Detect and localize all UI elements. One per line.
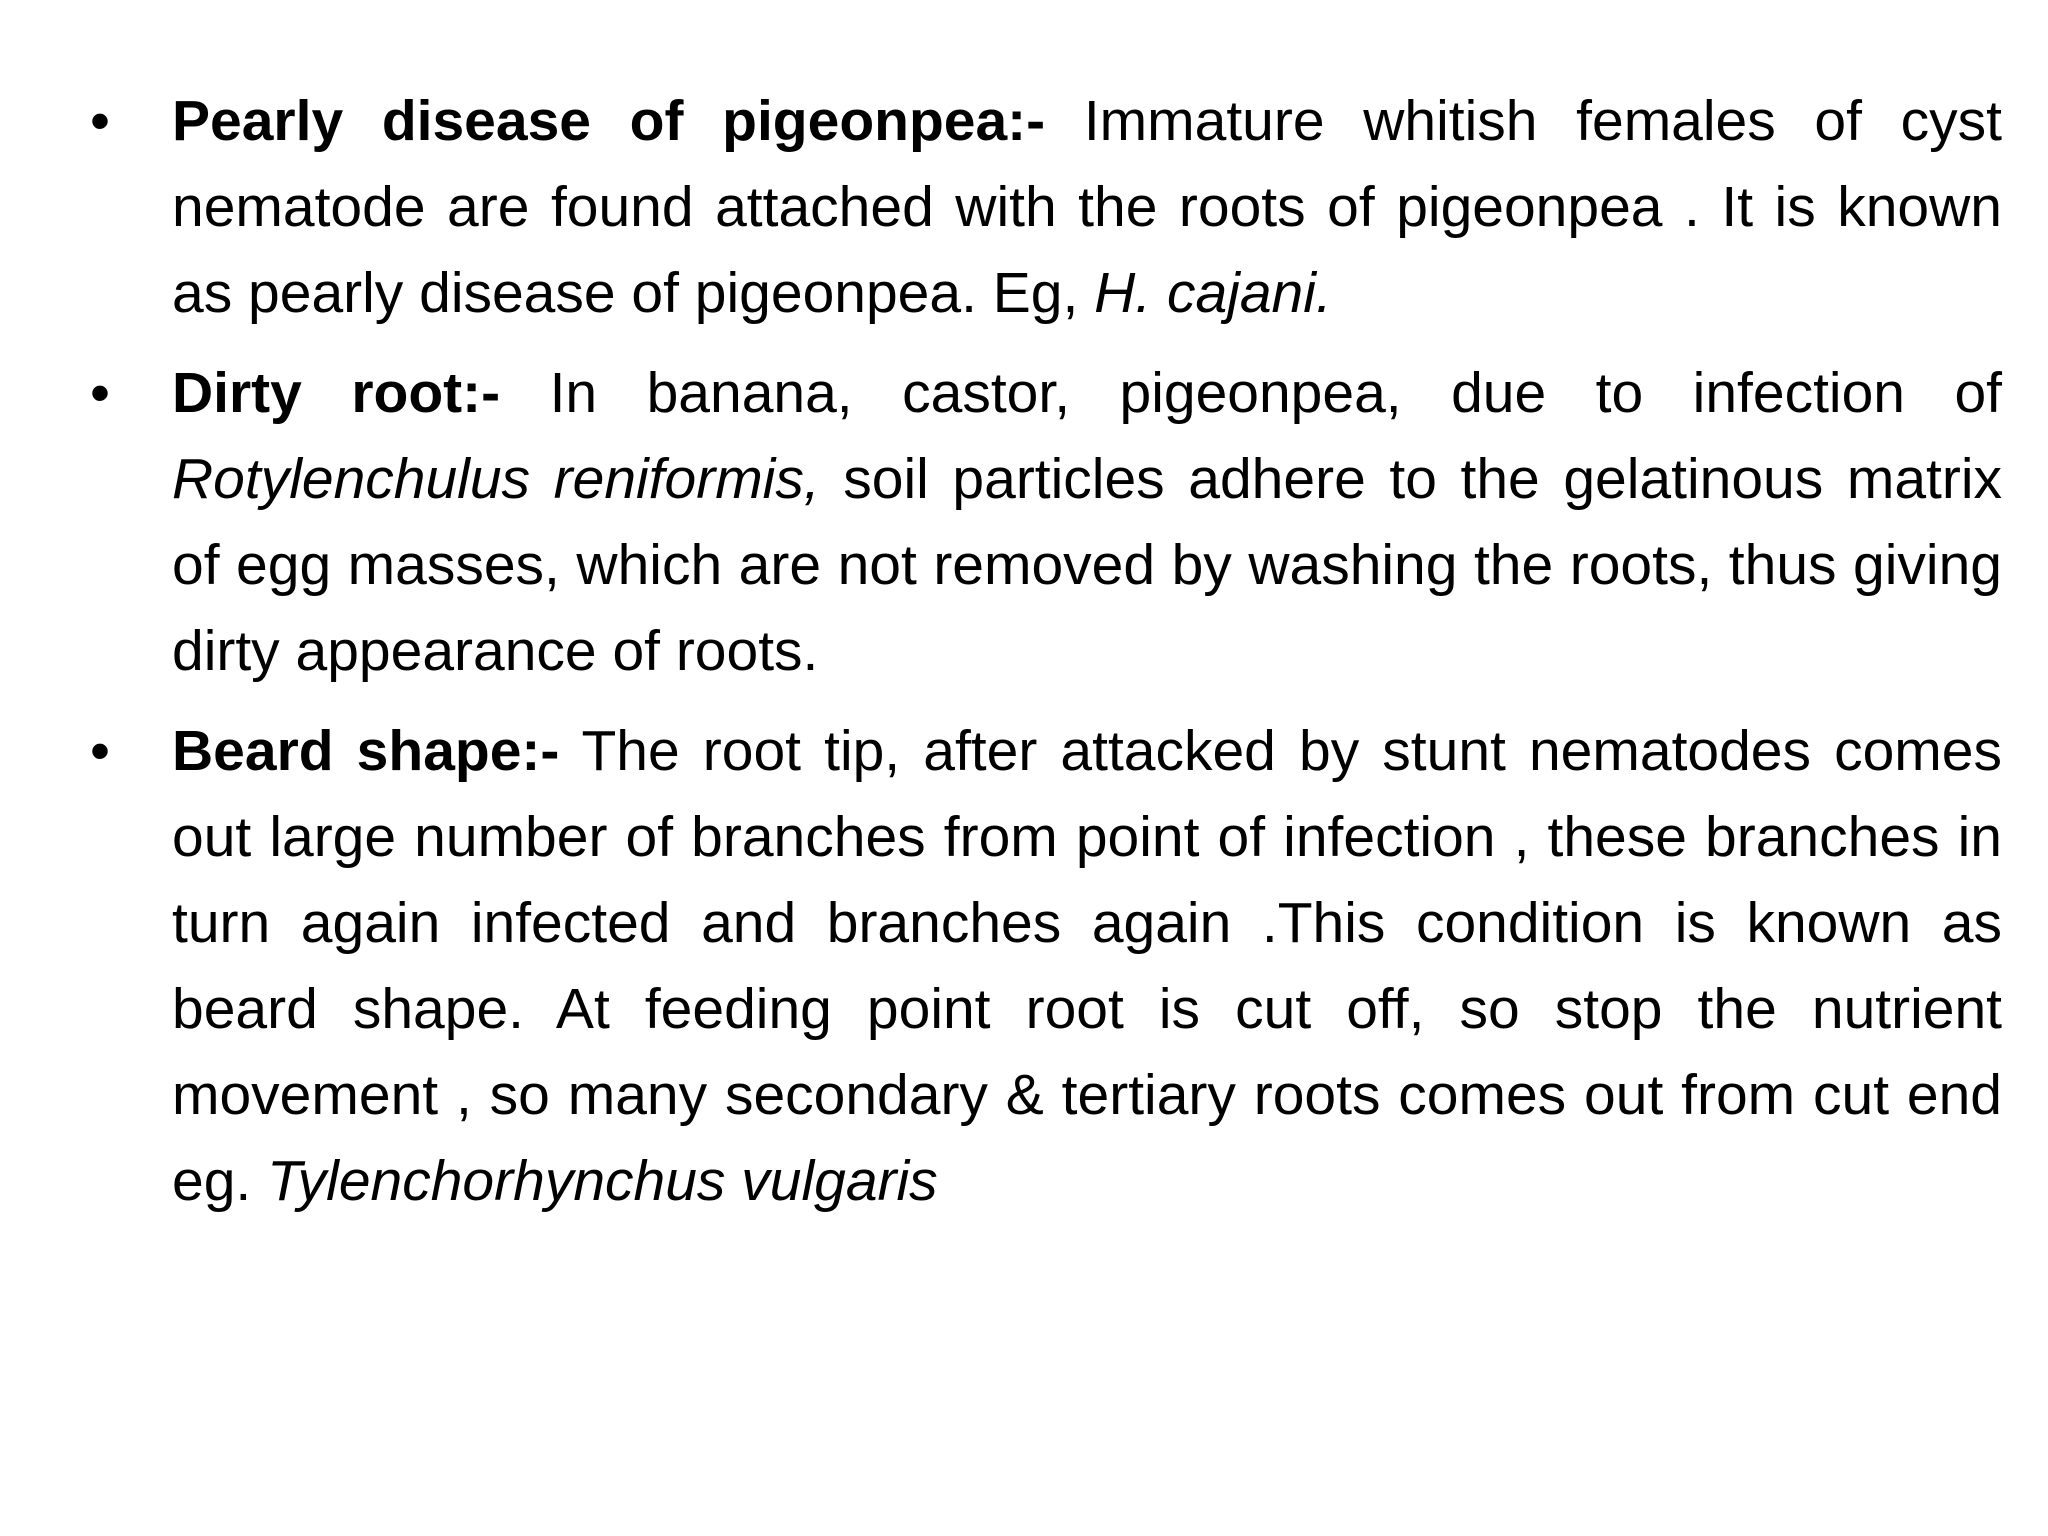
bullet-dot-icon: •	[90, 719, 110, 783]
bullet-text: The root tip, after attacked by stunt nematodes comes out large number of branches from point of infection , these branches in turn again infected and branches again .This condition is known as beard shape. At feeding point root is cut off, so stop the nutrient movement , so many secondary & tertiary roots comes out from cut end eg.	[172, 719, 2002, 1213]
species-name: H. cajani.	[1094, 261, 1332, 325]
species-name: Tylenchorhynchus vulgaris	[267, 1149, 938, 1213]
bullet-list	[90, 78, 2002, 1238]
bullet-dirty-root	[90, 350, 2002, 694]
bullet-text: Immature whitish females of cyst nematode are found attached with the roots of pigeonpea . It is known as pearly disease of pigeonpea. Eg,	[172, 89, 2002, 325]
term-pearly-disease: Pearly disease of pigeonpea:-	[172, 89, 1046, 153]
bullet-dot-icon: •	[90, 89, 110, 153]
bullet-pearly-disease	[90, 78, 2002, 336]
bullet-text: soil particles adhere to the gelatinous matrix of egg masses, which are not removed by washing the roots, thus giving dirty appearance of roots.	[172, 447, 2002, 683]
term-dirty-root: Dirty root:-	[172, 361, 501, 425]
bullet-beard-shape	[90, 708, 2002, 1224]
bullet-dot-icon: •	[90, 361, 110, 425]
species-name: Rotylenchulus reniformis,	[172, 447, 820, 511]
term-beard-shape: Beard shape:-	[172, 719, 560, 783]
bullet-text: In banana, castor, pigeonpea, due to infection of	[500, 361, 2002, 425]
